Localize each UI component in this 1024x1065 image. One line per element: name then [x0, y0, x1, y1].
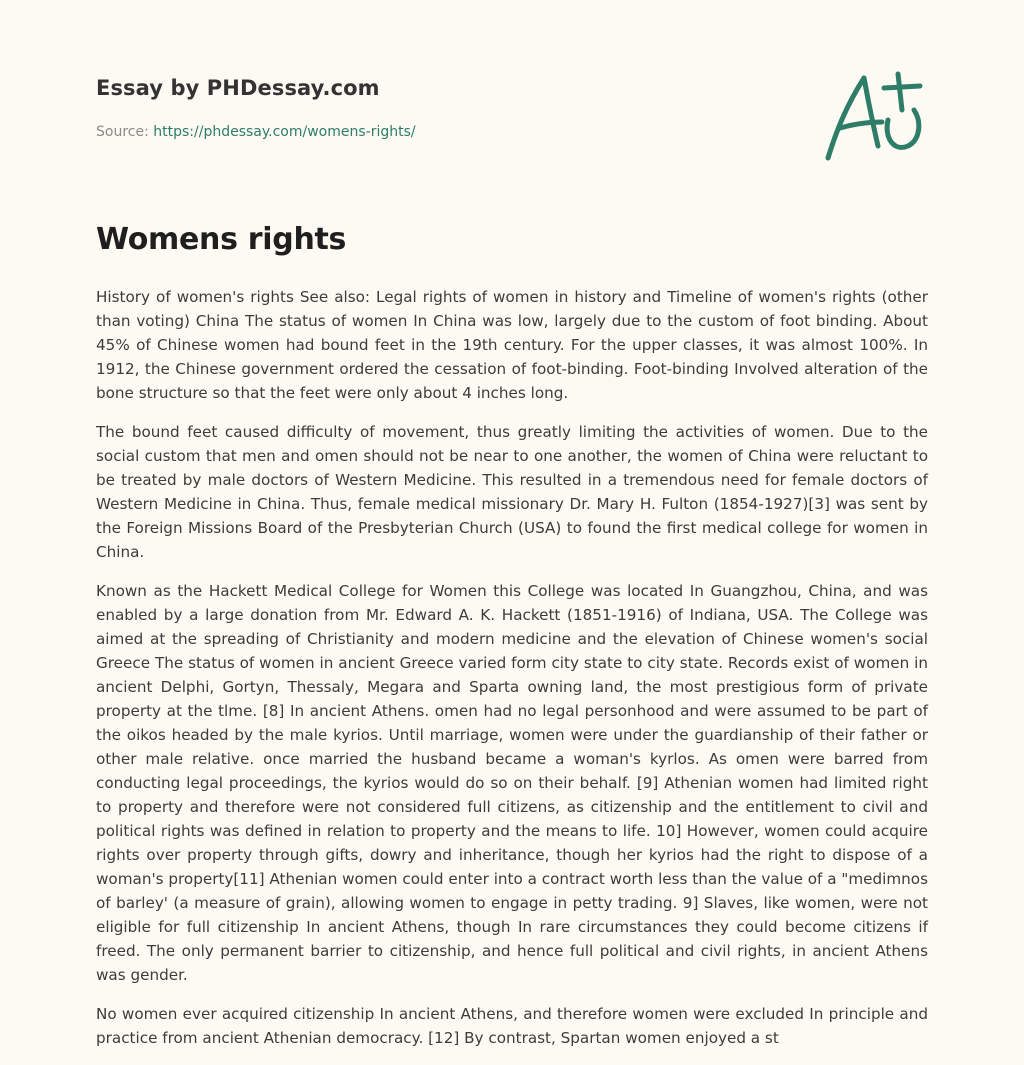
- essay-body: [96, 285, 928, 1065]
- source-label: Source:: [96, 124, 154, 140]
- essay-paragraph: The bound feet caused difficulty of movement, thus greatly limiting the activities of women. Due to the social custom that men and omen should not be near to one another, the women of China were reluctant to be treated by male doctors of Western Medicine. This resulted in a tremendous need for female doctors of Western Medicine in China. Thus, female medical missionary Dr. Mary H. Fulton (1854-1927)[3] was sent by the Foreign Missions Board of the Presbyterian Church (USA) to found the first medical college for women in China.: [96, 423, 928, 561]
- brand-title: Essay by PHDessay.com: [96, 76, 380, 100]
- a-plus-logo: [822, 66, 932, 166]
- essay-paragraph: No women ever acquired citizenship In ancient Athens, and therefore women were excluded In principle and practice from ancient Athenian democracy. [12] By contrast, Spartan women enjoyed a st: [96, 1005, 928, 1047]
- source-link[interactable]: https://phdessay.com/womens-rights/: [153, 124, 416, 140]
- header: [96, 76, 796, 140]
- a-plus-logo-icon: [822, 66, 932, 166]
- essay-paragraph: Known as the Hackett Medical College for Women this College was located In Guangzhou, China, and was enabled by a large donation from Mr. Edward A. K. Hackett (1851-1916) of Indiana, USA. The College was aimed at the spreading of Christianity and modern medicine and the elevation of Chinese women's social Greece The status of women in ancient Greece varied form city state to city state. Records exist of women in ancient Delphi, Gortyn, Thessaly, Megara and Sparta owning land, the most prestigious form of private property at the tlme. [8] In ancient Athens. omen had no legal personhood and were assumed to be part of the oikos headed by the male kyrios. Until marriage, women were under the guardianship of their father or other male relative. once married the husband became a woman's kyrlos. As omen were barred from conducting legal proceedings, the kyrios would do so on their behalf. [9] Athenian women had limited right to property and therefore were not considered full citizens, as citizenship and the entitlement to civil and political rights was defined in relation to property and the means to life. 10] However, women could acquire rights over property through gifts, dowry and inheritance, though her kyrios had the right to dispose of a woman's property[11] Athenian women could enter into a contract worth less than the value of a "medimnos of barley' (a measure of grain), allowing women to engage in petty trading. 9] Slaves, like women, were not eligible for full citizenship In ancient Athens, though In rare circumstances they could become citizens if freed. The only permanent barrier to citizenship, and hence full political and civil rights, in ancient Athens was gender.: [96, 582, 928, 984]
- source-line: [96, 124, 796, 140]
- essay-paragraph: History of women's rights See also: Legal rights of women in history and Timeline of women's rights (other than voting) China The status of women In China was low, largely due to the custom of foot binding. About 45% of Chinese women had bound feet in the 19th century. For the upper classes, it was almost 100%. In 1912, the Chinese government ordered the cessation of foot-binding. Foot-binding Involved alteration of the bone structure so that the feet were only about 4 inches long.: [96, 288, 928, 402]
- essay-title: Womens rights: [96, 222, 347, 257]
